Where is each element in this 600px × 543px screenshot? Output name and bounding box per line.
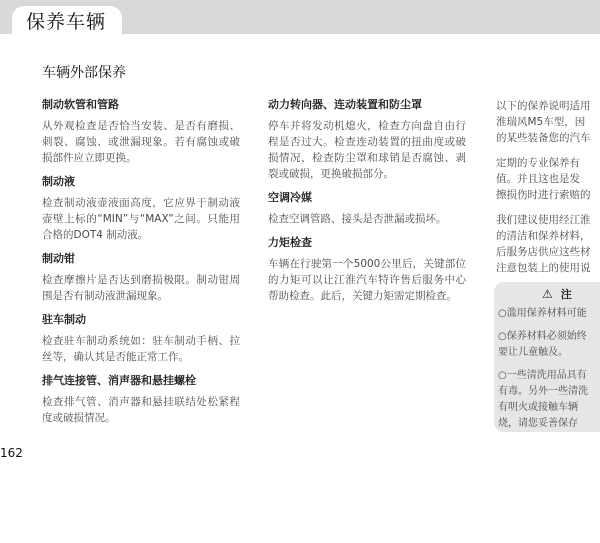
text-line: 要让儿童触及。 <box>498 347 568 358</box>
block-heading: 空调冷媒 <box>268 191 312 204</box>
text-line: 注意包装上的使用说 <box>496 262 591 274</box>
block-text: 检查排气管、消声器和悬挂联结处松紧程度或破损情况。 <box>42 396 240 424</box>
text-line: 有明火或接触车辆 <box>498 402 578 413</box>
intro-paragraph <box>496 98 600 146</box>
text-line: 定期的专业保养有 <box>496 157 580 169</box>
column-middle <box>268 98 466 313</box>
block-text: 检查空调管路、接头是否泄漏或损坏。 <box>268 213 447 225</box>
page-number: 162 <box>0 446 23 460</box>
text-line: 的某些装备您的汽车 <box>496 132 591 144</box>
caution-title: 注 <box>560 288 572 301</box>
block-heading: 力矩检查 <box>268 236 312 249</box>
block-parking-brake <box>42 313 240 365</box>
block-exhaust <box>42 374 240 426</box>
block-heading: 制动钳 <box>42 252 75 265</box>
block-heading: 驻车制动 <box>42 313 86 326</box>
block-text: 车辆在行驶第一个5000公里后，关键部位的力矩可以让江淮汽车特许售后服务中心帮助检查。此后，关键力矩需定期检查。 <box>268 258 466 302</box>
block-heading: 制动液 <box>42 175 75 188</box>
caution-item <box>498 368 600 432</box>
block-heading: 制动软管和管路 <box>42 98 119 111</box>
text-line: 后服务店供应这些材 <box>496 246 591 258</box>
block-heading: 动力转向器、连动装置和防尘罩 <box>268 98 422 111</box>
block-heading: 排气连接管、消声器和悬挂螺栓 <box>42 374 196 387</box>
caution-box <box>494 282 600 432</box>
column-left <box>42 98 240 435</box>
recommendation-paragraph <box>496 212 600 276</box>
column-right <box>496 98 600 285</box>
block-torque-check <box>268 236 466 304</box>
block-text: 停车并将发动机熄火，检查方向盘自由行程是否过大。检查连动装置的扭曲度或破损情况，检查防尘罩和球销是否腐蚀、剥裂或破损，更换破损部分。 <box>268 120 466 180</box>
caution-heading <box>542 286 600 302</box>
text-line: 有毒。另外一些清洗 <box>498 386 588 397</box>
page-title: 保养车辆 <box>26 11 107 33</box>
block-brake-caliper <box>42 252 240 304</box>
warning-icon: ⚠ <box>542 287 553 301</box>
text-line: ○一些清洗用品具有 <box>498 370 587 381</box>
text-line: 以下的保养说明适用 <box>496 100 591 112</box>
text-line: ○保养材料必须始终 <box>498 331 587 342</box>
caution-item <box>498 306 600 322</box>
caution-item <box>498 329 600 361</box>
text-line: 擦损伤时进行索赔的 <box>496 189 591 201</box>
block-brake-hoses <box>42 98 240 166</box>
block-brake-fluid <box>42 175 240 243</box>
text-line: ○滥用保养材料可能 <box>498 308 587 319</box>
maintenance-paragraph <box>496 155 600 203</box>
text-line: 淮瑞风M5车型，因 <box>496 116 586 128</box>
text-line: 我们建议使用经江淮 <box>496 214 591 226</box>
block-text: 检查摩擦片是否达到磨损极限。制动钳周围是否有制动液泄漏现象。 <box>42 274 240 302</box>
text-line: 烧，请您妥善保存 <box>498 418 578 429</box>
block-text: 检查制动液壶液面高度，它应界于制动液壶壁上标的“MIN”与“MAX”之间。只能用合格的DOT4 制动液。 <box>42 197 240 241</box>
block-power-steering <box>268 98 466 182</box>
block-text: 检查驻车制动系统如：驻车制动手柄、拉丝等，确认其是否能正常工作。 <box>42 335 240 363</box>
block-ac-refrigerant <box>268 191 466 227</box>
text-line: 值。并且这也是发 <box>496 173 580 185</box>
block-text: 从外观检查是否恰当安装、是否有磨损、刺裂、腐蚀、或泄漏现象。若有腐蚀或破损部件应立即更换。 <box>42 120 240 164</box>
section-title: 车辆外部保养 <box>42 65 126 81</box>
text-line: 的清洁和保养材料， <box>496 230 591 242</box>
